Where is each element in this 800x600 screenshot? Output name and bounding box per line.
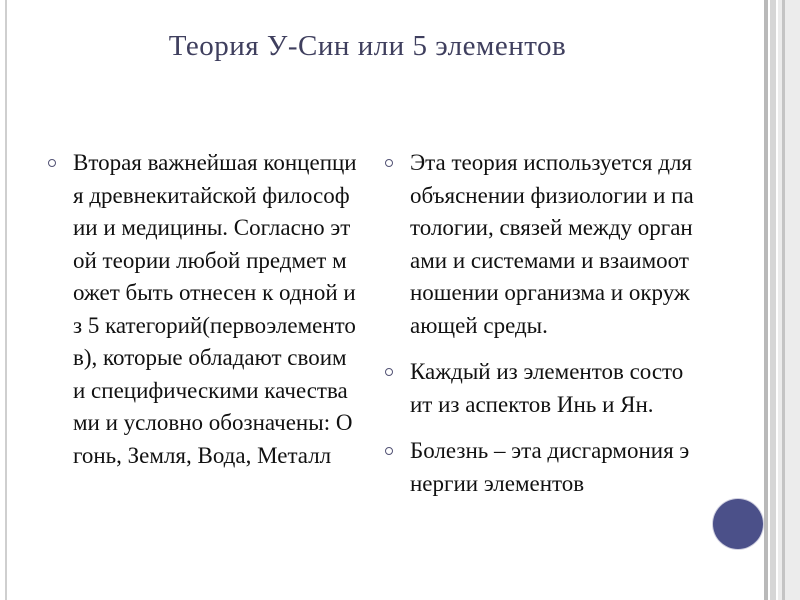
hollow-circle-bullet-icon <box>385 368 393 376</box>
bullet-item <box>385 356 695 421</box>
slide-frame-right-line <box>764 0 768 600</box>
slide-frame-right-inner-line <box>782 0 785 600</box>
right-column <box>385 147 695 514</box>
slide-title: Теория У-Син или 5 элементов <box>168 30 567 62</box>
hollow-circle-bullet-icon <box>385 447 393 455</box>
bullet-text: Эта теория используется для объяснении физиологии и патологии, связей между органами и системами и взаимоотношении организма и окружающей среды. <box>410 150 694 338</box>
bullet-item <box>385 147 695 342</box>
slide-frame-left-line <box>5 0 7 600</box>
hollow-circle-bullet-icon <box>385 159 393 167</box>
bullet-text: Вторая важнейшая концепция древнекитайской философии и медицины. Согласно этой теории любой предмет может быть отнесен к одной из 5 категорий(первоэлементов), которые обладают своими специфическими качествами и условно обозначены: Огонь, Земля, Вода, Металл <box>73 150 357 468</box>
slide-frame-right-band <box>770 0 776 600</box>
filled-circle-icon <box>713 499 763 549</box>
bullet-item <box>48 147 358 472</box>
bullet-text: Каждый из элементов состоит из аспектов Инь и Ян. <box>410 359 684 417</box>
bullet-text: Болезнь – эта дисгармония энергии элементов <box>410 438 690 496</box>
hollow-circle-bullet-icon <box>48 159 56 167</box>
left-column <box>48 147 358 486</box>
bullet-item <box>385 435 695 500</box>
